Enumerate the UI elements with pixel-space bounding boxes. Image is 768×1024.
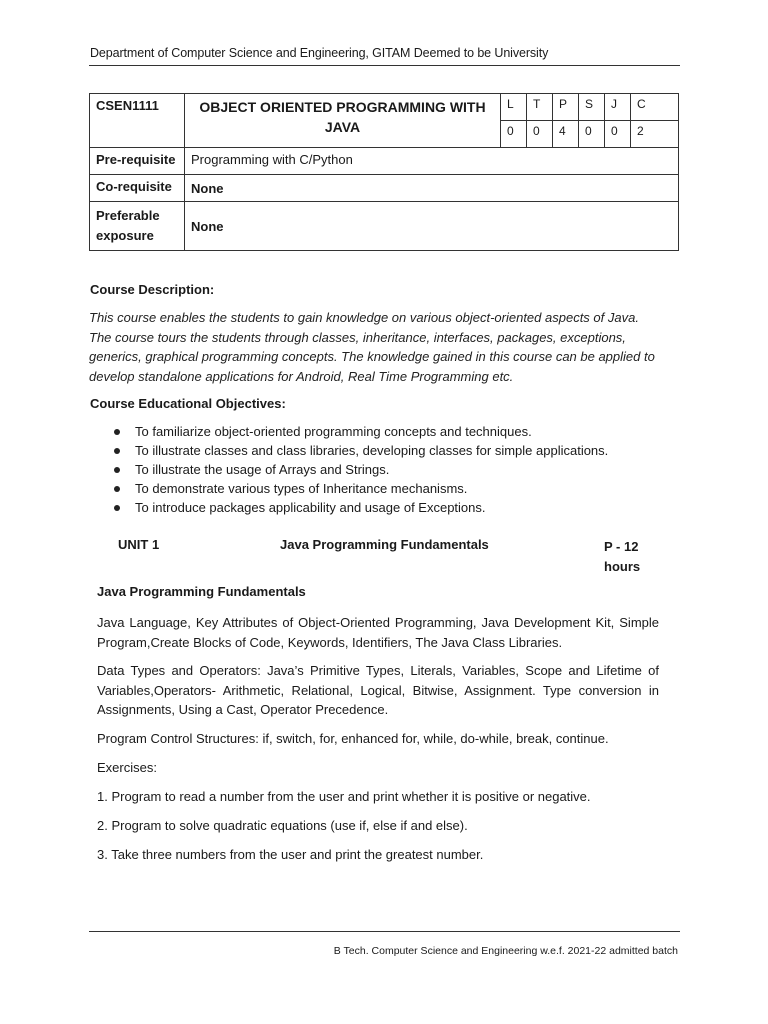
list-item: To illustrate classes and class libraries, developing classes for simple applications. xyxy=(108,441,608,460)
ltp-value-l: 0 xyxy=(501,121,527,148)
list-item: To illustrate the usage of Arrays and Strings. xyxy=(108,460,608,479)
ltp-value-t: 0 xyxy=(527,121,553,148)
exercise-item: 1. Program to read a number from the user and print whether it is positive or negative. xyxy=(97,789,591,804)
header-divider xyxy=(89,65,680,66)
ltp-value-s: 0 xyxy=(579,121,605,148)
course-code: CSEN1111 xyxy=(90,94,185,148)
course-title: OBJECT ORIENTED PROGRAMMING WITH JAVA xyxy=(185,94,501,148)
unit-number: UNIT 1 xyxy=(118,537,160,552)
list-item: To familiarize object-oriented programming concepts and techniques. xyxy=(108,422,608,441)
exercise-item: 2. Program to solve quadratic equations (use if, else if and else). xyxy=(97,818,468,833)
exposure-label: Preferable exposure xyxy=(90,202,185,251)
corequisite-label: Co-requisite xyxy=(90,175,185,202)
objectives-heading: Course Educational Objectives: xyxy=(90,396,286,411)
footer-divider xyxy=(89,931,680,932)
ltp-header-t: T xyxy=(527,94,553,121)
unit-paragraph: Data Types and Operators: Java’s Primitive Types, Literals, Variables, Scope and Lifetime of Variables,Operators- Arithmetic, Relational, Logical, Bitwise, Assignment. Type conversion in Assignments, Using a Cast, Operator Precedence. xyxy=(97,663,659,717)
ltp-value-c: 2 xyxy=(631,121,679,148)
unit-paragraph: Program Control Structures: if, switch, for, enhanced for, while, do-while, break, continue. xyxy=(97,731,609,746)
ltp-header-j: J xyxy=(605,94,631,121)
ltp-header-c: C xyxy=(631,94,679,121)
course-description-heading: Course Description: xyxy=(90,282,215,297)
list-item: To introduce packages applicability and usage of Exceptions. xyxy=(108,498,608,517)
ltp-value-p: 4 xyxy=(553,121,579,148)
course-description-text: This course enables the students to gain knowledge on various object-oriented aspects of Java. The course tours the students through classes, inheritance, interfaces, packages, exceptions, generics, graphical programming concepts. The knowledge gained in this course can be applied to develop standalone applications for Android, Real Time Programming etc. xyxy=(89,310,655,384)
course-info-table xyxy=(89,93,679,251)
objectives-list xyxy=(108,422,608,517)
unit-title: Java Programming Fundamentals xyxy=(280,537,489,552)
ltp-header-l: L xyxy=(501,94,527,121)
page-header: Department of Computer Science and Engineering, GITAM Deemed to be University xyxy=(90,46,549,60)
corequisite-value: None xyxy=(185,175,679,202)
prerequisite-label: Pre-requisite xyxy=(90,148,185,175)
unit-hours: P - 12 hours xyxy=(604,539,641,574)
ltp-header-s: S xyxy=(579,94,605,121)
ltp-value-j: 0 xyxy=(605,121,631,148)
prerequisite-value: Programming with C/Python xyxy=(185,148,679,175)
page-footer: B Tech. Computer Science and Engineering w.e.f. 2021-22 admitted batch xyxy=(333,945,678,957)
unit-paragraph: Java Language, Key Attributes of Object-Oriented Programming, Java Development Kit, Simple Program,Create Blocks of Code, Keywords, Identifiers, The Java Class Libraries. xyxy=(97,615,659,650)
exercises-heading: Exercises: xyxy=(97,760,157,775)
unit-subheading: Java Programming Fundamentals xyxy=(97,584,306,599)
exercise-item: 3. Take three numbers from the user and print the greatest number. xyxy=(97,847,484,862)
list-item: To demonstrate various types of Inheritance mechanisms. xyxy=(108,479,608,498)
ltp-header-p: P xyxy=(553,94,579,121)
exposure-value: None xyxy=(185,202,679,251)
